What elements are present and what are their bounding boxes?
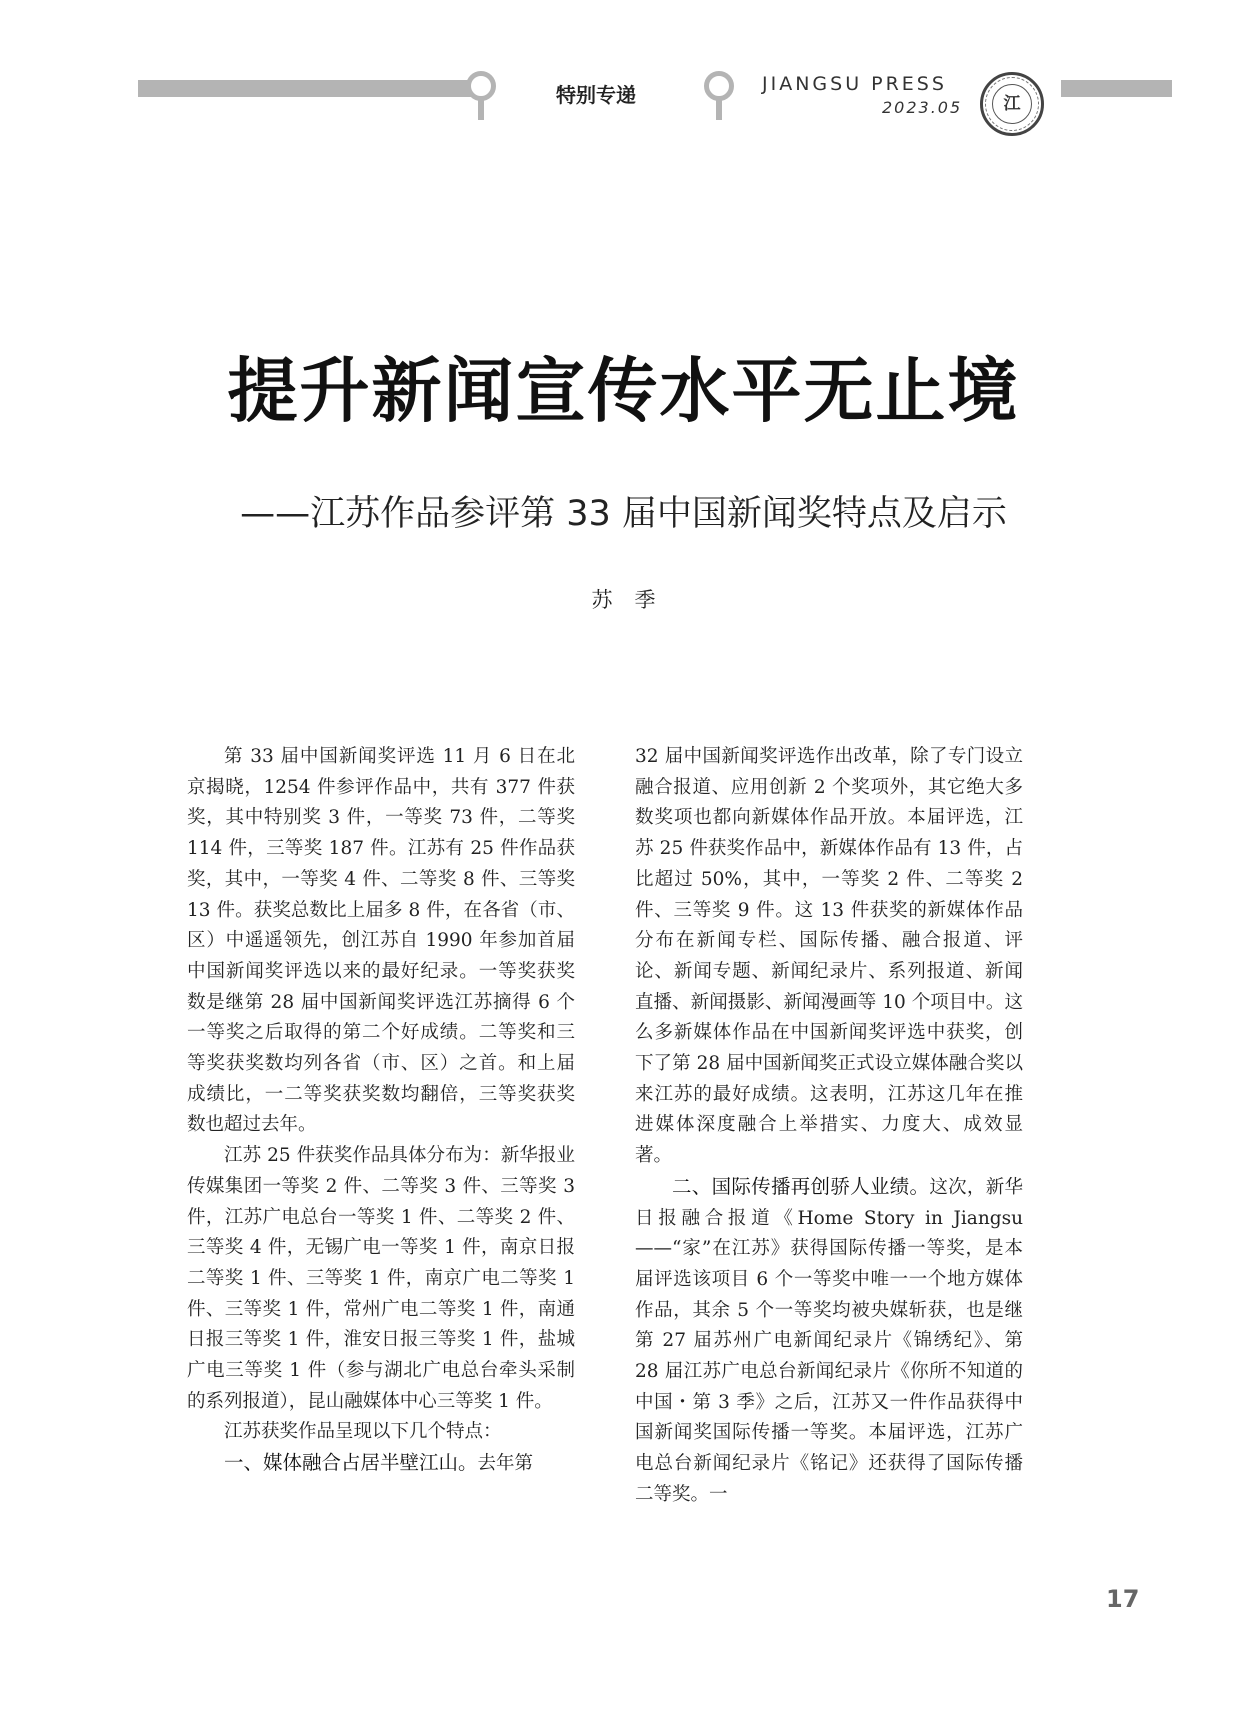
paragraph <box>635 1172 1023 1511</box>
paragraph: 江苏 25 件获奖作品具体分布为：新华报业传媒集团一等奖 2 件、二等奖 3 件、三等奖 3 件，江苏广电总台一等奖 1 件、二等奖 2 件、三等奖 4 件，无锡广电一等奖 1 件，南京日报二等奖 1 件、三等奖 1 件，南京广电二等奖 1 件、三等奖 1 件，常州广电二等奖 1 件，南通日报三等奖 1 件，淮安日报三等奖 1 件，盐城广电三等奖 1 件（参与湖北广电总台牵头采制的系列报道），昆山融媒体中心三等奖 1 件。 <box>187 1145 575 1412</box>
paragraph-text: 去年第 <box>477 1453 534 1475</box>
header-bar-left <box>138 80 478 97</box>
seal-glyph: 江 <box>992 84 1032 124</box>
pin-icon <box>704 71 734 101</box>
header-bar-right <box>1061 80 1172 97</box>
pin-icon <box>466 71 496 101</box>
pin-stem <box>716 98 722 120</box>
paragraph: 第 33 届中国新闻奖评选 11 月 6 日在北京揭晓，1254 件参评作品中，共有 377 件获奖，其中特别奖 3 件，一等奖 73 件，二等奖 114 件，三等奖 187 件。江苏有 25 件作品获奖，其中，一等奖 4 件、二等奖 8 件、三等奖 13 件。获奖总数比上届多 8 件，在各省（市、区）中遥遥领先，创江苏自 1990 年参加首届中国新闻奖评选以来的最好纪录。一等奖获奖数是继第 28 届中国新闻奖评选江苏摘得 6 个一等奖之后取得的第二个好成绩。二等奖和三等奖获奖数均列各省（市、区）之首。和上届成绩比，一二等奖获奖数均翻倍，三等奖获奖数也超过去年。 <box>187 746 575 1136</box>
page-number: 17 <box>1106 1585 1140 1613</box>
body-column-left <box>187 742 575 1480</box>
section-heading: 一、媒体融合占居半壁江山。 <box>224 1451 478 1475</box>
article-subtitle: ——江苏作品参评第 33 届中国新闻奖特点及启示 <box>240 494 1007 534</box>
paragraph <box>187 1448 575 1480</box>
paragraph-text: 这次，新华日报融合报道《Home Story in Jiangsu——“家”在江苏》获得国际传播一等奖，是本届评选该项目 6 个一等奖中唯一一个地方媒体作品，其余 5 个一等奖均被央媒斩获，也是继第 27 届苏州广电新闻纪录片《锦绣纪》、第 28 届江苏广电总台新闻纪录片《你所不知道的中国・第 3 季》之后，江苏又一件作品获得中国新闻奖国际传播一等奖。本届评选，江苏广电总台新闻纪录片《铭记》还获得了国际传播二等奖。一 <box>635 1176 1023 1505</box>
journal-seal-icon <box>980 72 1044 136</box>
body-column-right <box>635 742 1023 1511</box>
paragraph: 江苏获奖作品呈现以下几个特点： <box>224 1421 502 1443</box>
journal-name: JIANGSU PRESS <box>762 73 947 95</box>
paragraph: 32 届中国新闻奖评选作出改革，除了专门设立融合报道、应用创新 2 个奖项外，其它绝大多数奖项也都向新媒体作品开放。本届评选，江苏 25 件获奖作品中，新媒体作品有 13 件，占比超过 50%，其中，一等奖 2 件、二等奖 2 件、三等奖 9 件。这 13 件获奖的新媒体作品分布在新闻专栏、国际传播、融合报道、评论、新闻专题、新闻纪录片、系列报道、新闻直播、新闻摄影、新闻漫画等 10 个项目中。这么多新媒体作品在中国新闻奖评选中获奖，创下了第 28 届中国新闻奖正式设立媒体融合奖以来江苏的最好成绩。这表明，江苏这几年在推进媒体深度融合上举措实、力度大、成效显著。 <box>635 746 1023 1167</box>
article-author: 苏季 <box>591 588 678 612</box>
article-title: 提升新闻宣传水平无止境 <box>227 350 1020 432</box>
section-label: 特别专递 <box>556 83 636 107</box>
issue-number: 2023.05 <box>882 98 963 117</box>
pin-stem <box>478 98 484 120</box>
section-heading: 二、国际传播再创骄人业绩。 <box>672 1174 930 1198</box>
